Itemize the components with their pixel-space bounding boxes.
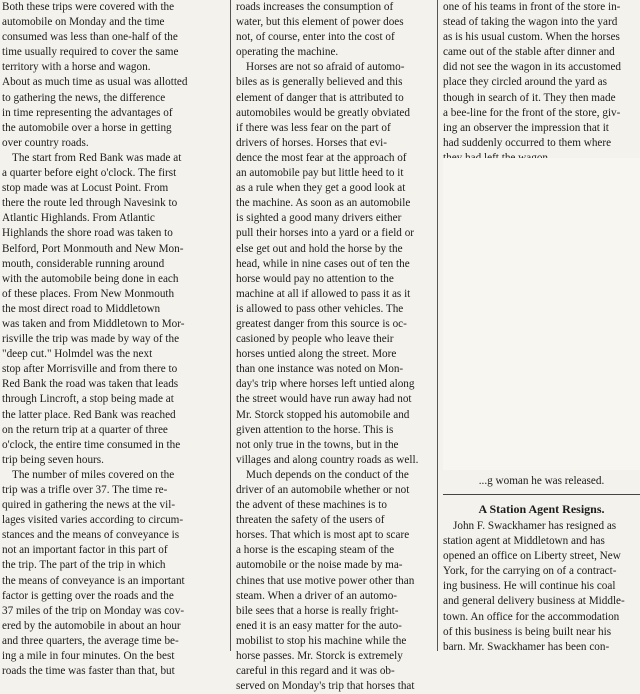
text-line: casioned by people who leave their — [236, 333, 394, 346]
text-line: a bee-line for the front of the store, giv- — [443, 106, 621, 119]
caption-text: ...g woman he was released. — [478, 475, 605, 487]
text-line: About as much time as usual was allotted — [2, 76, 188, 89]
text-line: not an important factor in this part of — [2, 544, 168, 557]
text-line: of this business is being built near his — [443, 625, 612, 638]
text-line: did not see the wagon in its accustomed — [443, 61, 622, 74]
text-line: the latter place. Red Bank was reached — [2, 408, 176, 421]
text-line: horse would pay no attention to the — [236, 272, 394, 285]
text-line: The start from Red Bank was made at — [12, 151, 182, 164]
text-line: day's trip where horses left untied along — [236, 378, 415, 391]
text-line: ing an observer the impression that it — [443, 121, 609, 134]
text-line: Mr. Storck stopped his automobile and — [236, 408, 410, 421]
text-line: had suddenly occurred to them where — [443, 136, 612, 149]
text-line: o'clock, the entire time consumed in the — [2, 438, 181, 451]
text-line: greatest danger from this source is oc- — [236, 317, 407, 330]
text-line: territory with a horse and wagon. — [2, 61, 151, 74]
column-3-top-text — [443, 0, 640, 166]
text-line: to gathering the news, the difference — [2, 91, 166, 104]
text-line: as a rule when they get a good look at — [236, 182, 406, 195]
section-divider — [443, 494, 640, 495]
text-line: the machine. As soon as an automobile — [236, 197, 411, 210]
text-line: roads the time was faster than that, but — [2, 665, 175, 678]
text-line: the trip. The part of the trip in which — [2, 559, 166, 572]
text-line: chines that use motive power other than — [236, 574, 415, 587]
text-line: through Lincroft, a stop being made at — [2, 393, 174, 406]
text-line: villages and along country roads as well. — [236, 453, 419, 466]
text-line: Horses are not so afraid of automo- — [246, 61, 405, 74]
text-line: York, for the carrying on of a contract- — [443, 565, 617, 578]
text-line: Atlantic Highlands. From Atlantic — [2, 212, 155, 225]
text-line: ened it is an easy matter for the auto- — [236, 619, 402, 632]
text-line: water, but this element of power does — [236, 16, 404, 29]
text-line: roads increases the consumption of — [236, 1, 394, 13]
text-line: the most direct road to Middletown — [2, 302, 161, 315]
article-headline: A Station Agent Resigns. — [478, 502, 605, 516]
text-line: else get out and hold the horse by the — [236, 242, 403, 255]
column-2 — [236, 0, 434, 693]
text-line: there the route led through Navesink to — [2, 197, 178, 210]
text-line: time usually required to cover the same — [2, 46, 179, 59]
text-line: horse passes. Mr. Storck is extremely — [236, 650, 403, 663]
caption — [443, 474, 640, 489]
text-line: ing a mile in four minutes. On the best — [2, 650, 175, 663]
text-line: head, while in nine cases out of ten the — [236, 257, 410, 270]
text-line: driver of an automobile whether or not — [236, 484, 410, 496]
text-line: automobiles would be greatly obviated — [236, 106, 410, 119]
text-line: stances and the means of conveyance is — [2, 529, 180, 542]
text-line: not only true in the towns, but in the — [236, 438, 399, 451]
text-line: stop after Morrisville and from there to — [2, 363, 178, 376]
text-line: trip was a trifle over 37. The time re- — [2, 484, 168, 496]
text-line: element of danger that is attributed to — [236, 91, 404, 104]
text-line: and general delivery business at Middle- — [443, 595, 625, 608]
text-line: is allowed to pass other vehicles. The — [236, 302, 404, 315]
text-line: drivers of horses. Horses that evi- — [236, 136, 387, 149]
text-line: 37 miles of the trip on Monday was cov- — [2, 604, 185, 617]
text-line: The number of miles covered on the — [12, 468, 175, 481]
text-line: machine at all if allowed to pass it as it — [236, 287, 411, 300]
text-line: ered by the automobile in about an hour — [2, 619, 181, 632]
text-line: stop made was at Locust Point. From — [2, 182, 169, 195]
text-line: consumed was less than one-half of the — [2, 31, 178, 44]
text-line: mobilist to stop his machine while the — [236, 634, 407, 647]
text-line: Red Bank the road was taken that leads — [2, 378, 179, 391]
text-line: automobile on Monday and the time — [2, 16, 165, 29]
text-line: operating the machine. — [236, 46, 339, 59]
text-line: quired in gathering the news at the vil- — [2, 499, 176, 512]
text-line: horses. That which is most apt to scare — [236, 529, 410, 542]
column-rule-1 — [230, 0, 231, 651]
text-line: stead of taking the wagon into the yard — [443, 16, 618, 29]
text-line: an automobile pay but little heed to it — [236, 167, 404, 180]
text-line: horses untied along the street. More — [236, 348, 397, 361]
text-line: though in search of it. They then made — [443, 91, 616, 104]
text-line: town. An office for the accommodation — [443, 610, 620, 623]
text-line: is sighted a good many drivers either — [236, 212, 402, 225]
column-3-article-text — [443, 519, 640, 655]
text-line: in time representing the advantages of — [2, 106, 173, 119]
text-line: a quarter before eight o'clock. The first — [2, 167, 177, 180]
text-line: pull their horses into a yard or a field or — [236, 227, 415, 240]
text-line: Highlands the shore road was taken to — [2, 227, 173, 240]
column-1 — [2, 0, 224, 678]
text-line: one of his teams in front of the store in- — [443, 1, 621, 13]
text-line: ing business. He will continue his coal — [443, 580, 616, 593]
text-line: was taken and from Middletown to Mor- — [2, 317, 185, 330]
text-line: John F. Swackhamer has resigned as — [453, 520, 617, 532]
text-line: trip being seven hours. — [2, 453, 104, 466]
text-line: given attention to the horse. This is — [236, 423, 394, 436]
text-line: the automobile over a horse in getting — [2, 121, 172, 134]
text-line: factor is getting over the roads and the — [2, 589, 174, 602]
text-line: steam. When a driver of an automo- — [236, 589, 398, 602]
text-line: risville the trip was made by way of the — [2, 333, 180, 346]
text-line: lages visited varies according to circum- — [2, 514, 184, 527]
text-line: as is his usual custom. When the horses — [443, 31, 620, 44]
column-rule-2 — [437, 0, 438, 651]
text-line: on the return trip at a quarter of three — [2, 423, 168, 436]
text-line: if there was less fear on the part of — [236, 121, 391, 134]
text-line: served on Monday's trip that horses that — [236, 680, 415, 693]
text-line: place they circled around the yard as — [443, 76, 608, 89]
column-3 — [443, 0, 640, 651]
text-line: and three quarters, the average time be- — [2, 634, 179, 647]
text-line: careful in this regard and it was ob- — [236, 665, 395, 678]
blank-area — [443, 158, 640, 470]
text-line: the street would have run away had not — [236, 393, 412, 406]
text-line: than one instance was noted on Mon- — [236, 363, 404, 376]
text-line: over country roads. — [2, 136, 89, 149]
text-line: biles as is generally believed and this — [236, 76, 403, 89]
text-line: came out of the stable after dinner and — [443, 46, 615, 59]
text-line: not, of course, enter into the cost of — [236, 31, 395, 44]
text-line: Both these trips were covered with the — [2, 1, 175, 13]
text-line: mouth, considerable running around — [2, 257, 165, 270]
text-line: "deep cut." Holmdel was the next — [2, 348, 153, 361]
text-line: station agent at Middletown and has — [443, 535, 605, 548]
text-line: a horse is the escaping steam of the — [236, 544, 395, 557]
text-line: of these places. From New Monmouth — [2, 287, 175, 300]
text-line: the means of conveyance is an important — [2, 574, 185, 587]
text-line: Much depends on the conduct of the — [246, 468, 409, 481]
text-line: the advent of these machines is to — [236, 499, 387, 512]
text-line: with the automobile being done in each — [2, 272, 179, 285]
text-line: barn. Mr. Swackhamer has been con- — [443, 640, 610, 653]
text-line: dence the most fear at the approach of — [236, 151, 407, 164]
text-line: bile sees that a horse is really fright- — [236, 604, 399, 617]
text-line: opened an office on Liberty street, New — [443, 550, 621, 563]
text-line: threaten the safety of the users of — [236, 514, 385, 527]
text-line: Belford, Port Monmouth and New Mon- — [2, 242, 184, 255]
text-line: automobile or the noise made by ma- — [236, 559, 403, 572]
